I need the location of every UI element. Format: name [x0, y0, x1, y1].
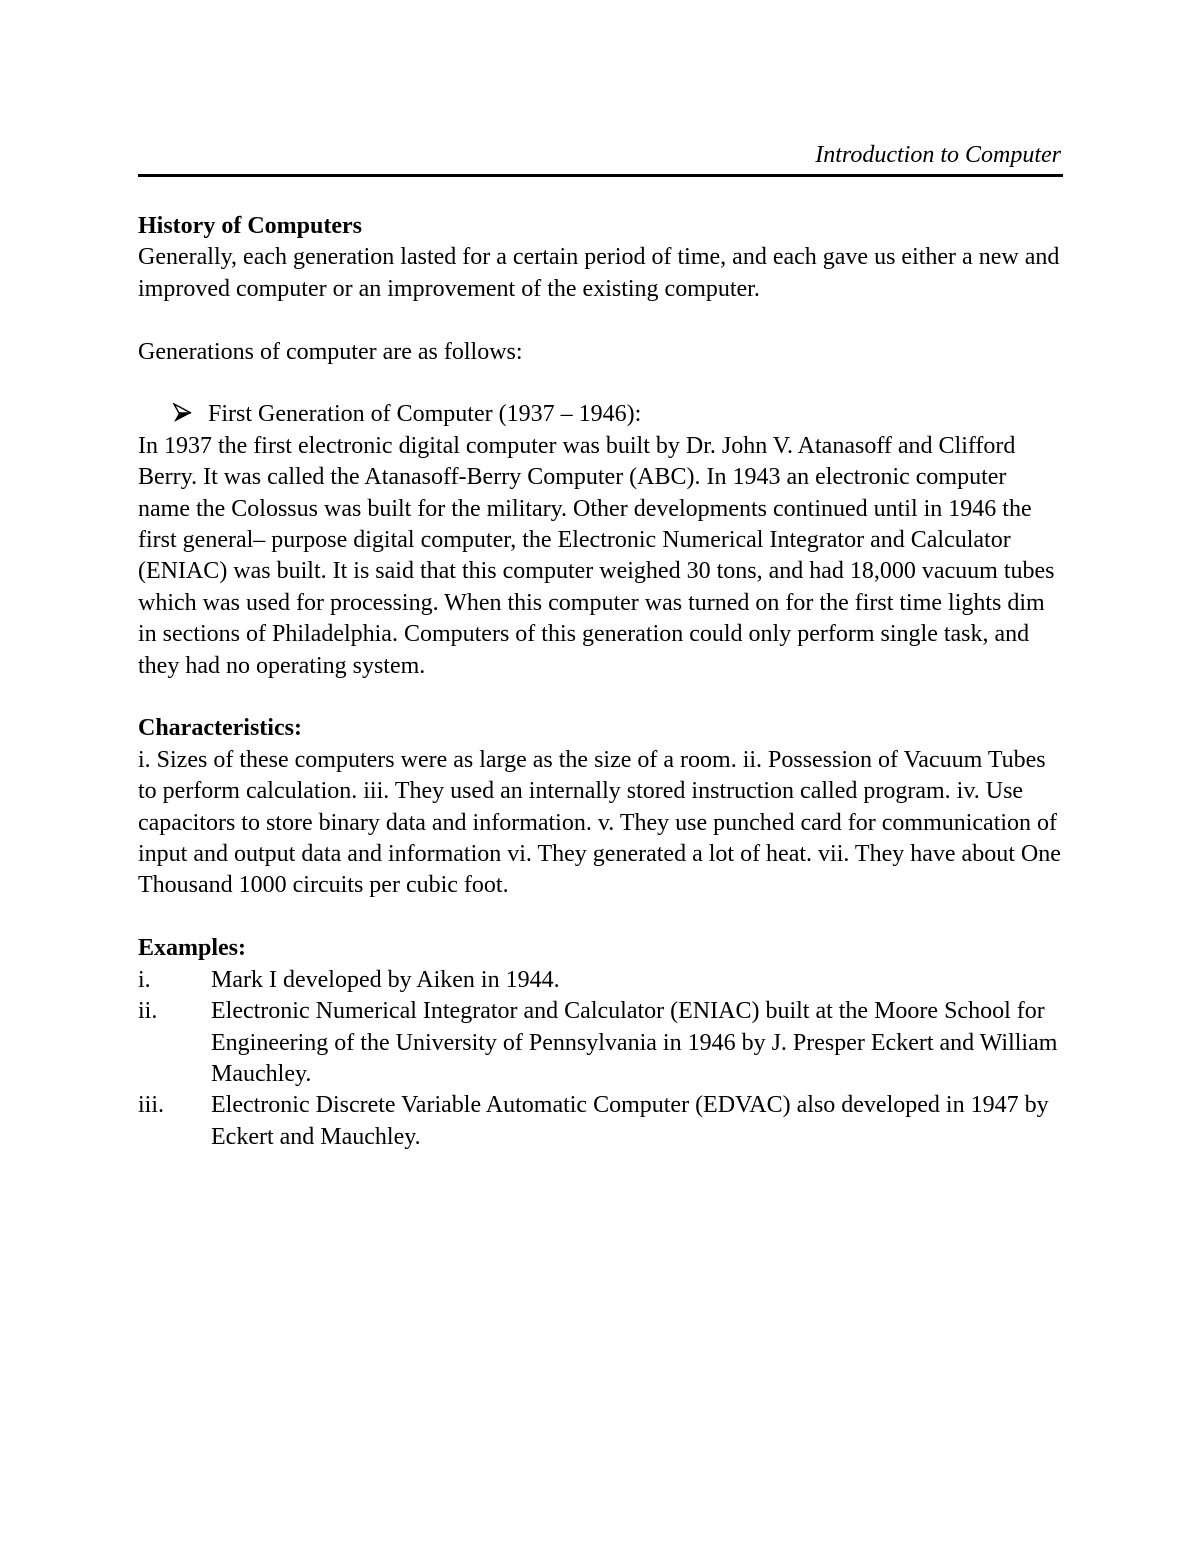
- list-item-text: Electronic Discrete Variable Automatic Computer (EDVAC) also developed in 1947 by Eckert and Mauchley.: [211, 1092, 1049, 1150]
- list-item-number: ii.: [138, 998, 158, 1025]
- examples-list: [138, 965, 1063, 1153]
- list-item-number: i.: [138, 966, 151, 993]
- list-item: [138, 996, 1063, 1090]
- spacer: [138, 902, 1063, 933]
- section-heading-characteristics: Characteristics:: [138, 715, 302, 742]
- characteristics-paragraph: i. Sizes of these computers were as large as the size of a room. ii. Possession of Vacuum Tubes to perform calculation. iii. They used an internally stored instruction called program. iv. Use capacitors to store binary data and information. v. They use punched card for communication of input and output data and information vi. They generated a lot of heat. vii. They have about One Thousand 1000 circuits per cubic foot.: [138, 746, 1061, 899]
- list-item-text: Electronic Numerical Integrator and Calculator (ENIAC) built at the Moore School for Engineering of the University of Pennsylvania in 1946 by J. Presper Eckert and William Mauchley.: [211, 998, 1058, 1087]
- spacer: [138, 305, 1063, 336]
- section-heading-history: History of Computers: [138, 213, 362, 239]
- section-heading-examples: Examples:: [138, 935, 246, 962]
- history-intro-paragraph: Generally, each generation lasted for a certain period of time, and each gave us either a new and improved computer or an improvement of the existing computer.: [138, 244, 1060, 302]
- first-generation-paragraph: In 1937 the first electronic digital computer was built by Dr. John V. Atanasoff and Clifford Berry. It was called the Atanasoff-Berry Computer (ABC). In 1943 an electronic computer name the Colossus was built for the military. Other developments continued until in 1946 the first general– purpose digital computer, the Electronic Numerical Integrator and Calculator (ENIAC) was built. It is said that this computer weighed 30 tons, and had 18,000 vacuum tubes which was used for processing. When this computer was turned on for the first time lights dim in sections of Philadelphia. Computers of this generation could only perform single task, and they had no operating system.: [138, 432, 1055, 679]
- spacer: [138, 682, 1063, 713]
- list-item: [138, 1090, 1063, 1153]
- document-body: [138, 211, 1063, 1153]
- list-item-number: iii.: [138, 1092, 165, 1119]
- list-item-text: Mark I developed by Aiken in 1944.: [211, 966, 560, 993]
- list-item: [138, 965, 1063, 996]
- spacer: [138, 368, 1063, 399]
- header-rule: [138, 174, 1063, 177]
- arrow-bullet-icon: [172, 401, 194, 432]
- first-generation-bullet: [138, 399, 1063, 430]
- first-generation-title: First Generation of Computer (1937 – 1946):: [208, 401, 642, 428]
- document-page: [138, 140, 1063, 1153]
- running-header: Introduction to Computer: [815, 142, 1061, 168]
- generations-intro: Generations of computer are as follows:: [138, 338, 523, 365]
